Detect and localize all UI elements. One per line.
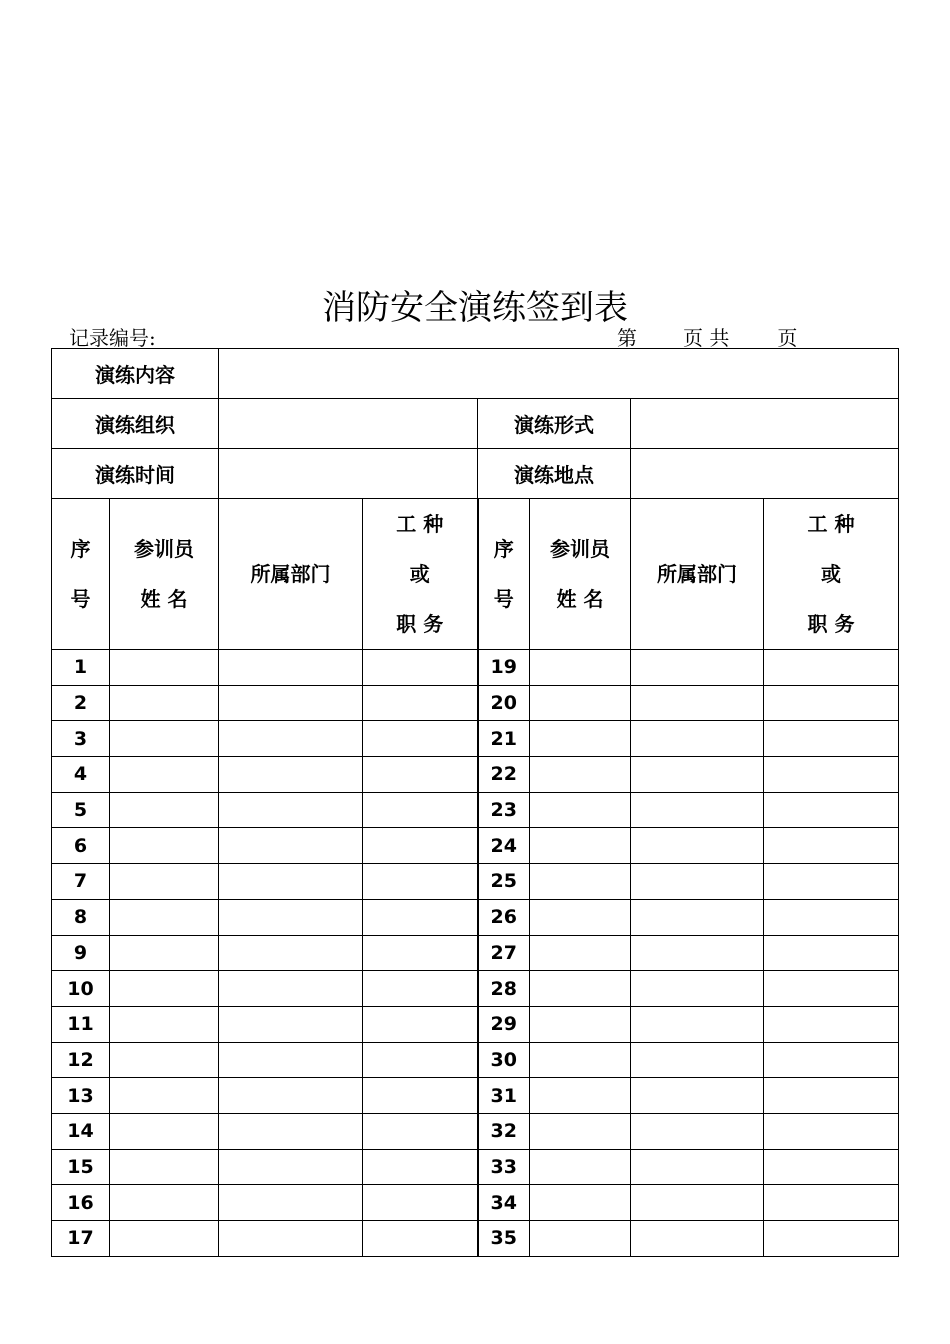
name-cell-left[interactable] — [110, 721, 219, 757]
name-cell-left[interactable] — [110, 828, 219, 864]
seq-cell-left: 2 — [52, 685, 110, 721]
name-header-right-line2: 姓 名 — [556, 587, 604, 611]
name-cell-left[interactable] — [110, 1078, 219, 1114]
job-cell-right[interactable] — [764, 935, 899, 971]
name-cell-left[interactable] — [110, 1185, 219, 1221]
dept-cell-right[interactable] — [631, 1042, 764, 1078]
seq-cell-right: 30 — [478, 1042, 530, 1078]
seq-cell-left: 15 — [52, 1149, 110, 1185]
job-cell-left[interactable] — [363, 1185, 478, 1221]
dept-cell-right[interactable] — [631, 935, 764, 971]
dept-cell-left[interactable] — [219, 721, 363, 757]
seq-cell-left: 16 — [52, 1185, 110, 1221]
seq-cell-left: 13 — [52, 1078, 110, 1114]
dept-cell-left[interactable] — [219, 1221, 363, 1257]
dept-cell-left[interactable] — [219, 1185, 363, 1221]
drill-time-field[interactable] — [219, 449, 478, 499]
seq-header-right — [478, 499, 530, 650]
seq-cell-right: 19 — [478, 650, 530, 686]
name-cell-left[interactable] — [110, 757, 219, 793]
table-row — [52, 1078, 899, 1114]
dept-cell-right[interactable] — [631, 757, 764, 793]
name-cell-right[interactable] — [530, 828, 631, 864]
job-cell-left[interactable] — [363, 1006, 478, 1042]
job-cell-left[interactable] — [363, 899, 478, 935]
name-cell-left[interactable] — [110, 650, 219, 686]
job-header-right-line2: 或 — [821, 562, 842, 586]
name-cell-right[interactable] — [530, 1149, 631, 1185]
seq-header — [52, 499, 110, 650]
name-cell-left[interactable] — [110, 864, 219, 900]
column-header-row — [52, 499, 899, 650]
name-cell-left[interactable] — [110, 1221, 219, 1257]
dept-cell-right[interactable] — [631, 899, 764, 935]
dept-cell-left[interactable] — [219, 1078, 363, 1114]
job-cell-left[interactable] — [363, 971, 478, 1007]
seq-cell-right: 23 — [478, 792, 530, 828]
page-number-info — [617, 322, 797, 351]
name-header-line2: 姓 名 — [140, 587, 188, 611]
seq-cell-right: 28 — [478, 971, 530, 1007]
dept-cell-left[interactable] — [219, 1149, 363, 1185]
table-row — [52, 1185, 899, 1221]
name-cell-right[interactable] — [530, 935, 631, 971]
drill-content-field[interactable] — [219, 349, 899, 399]
name-cell-right[interactable] — [530, 1221, 631, 1257]
name-cell-left[interactable] — [110, 792, 219, 828]
seq-cell-left: 5 — [52, 792, 110, 828]
job-cell-right[interactable] — [764, 650, 899, 686]
dept-cell-left[interactable] — [219, 1006, 363, 1042]
name-cell-right[interactable] — [530, 1006, 631, 1042]
dept-cell-left[interactable] — [219, 757, 363, 793]
table-row — [52, 757, 899, 793]
dept-cell-right[interactable] — [631, 721, 764, 757]
seq-cell-right: 22 — [478, 757, 530, 793]
name-cell-left[interactable] — [110, 899, 219, 935]
drill-time-label: 演练时间 — [52, 449, 219, 499]
dept-cell-right[interactable] — [631, 1221, 764, 1257]
dept-cell-right[interactable] — [631, 1113, 764, 1149]
seq-cell-left: 11 — [52, 1006, 110, 1042]
name-cell-right[interactable] — [530, 1185, 631, 1221]
page-ye: 页 — [777, 326, 798, 350]
job-cell-right[interactable] — [764, 721, 899, 757]
dept-cell-left[interactable] — [219, 685, 363, 721]
table-row — [52, 971, 899, 1007]
seq-cell-left: 9 — [52, 935, 110, 971]
dept-cell-left[interactable] — [219, 650, 363, 686]
seq-cell-right: 29 — [478, 1006, 530, 1042]
job-cell-left[interactable] — [363, 757, 478, 793]
drill-content-label: 演练内容 — [52, 349, 219, 399]
name-cell-right[interactable] — [530, 971, 631, 1007]
seq-cell-right: 20 — [478, 685, 530, 721]
table-row — [52, 935, 899, 971]
seq-cell-left: 3 — [52, 721, 110, 757]
job-cell-left[interactable] — [363, 792, 478, 828]
name-cell-left[interactable] — [110, 685, 219, 721]
dept-header-right: 所属部门 — [631, 499, 764, 650]
job-cell-right[interactable] — [764, 1006, 899, 1042]
job-cell-right[interactable] — [764, 899, 899, 935]
job-header-line3: 职 务 — [396, 612, 444, 636]
table-row — [52, 1042, 899, 1078]
name-cell-left[interactable] — [110, 971, 219, 1007]
seq-header-right-line2: 号 — [493, 587, 514, 611]
seq-cell-right: 33 — [478, 1149, 530, 1185]
name-cell-right[interactable] — [530, 1078, 631, 1114]
name-cell-right[interactable] — [530, 899, 631, 935]
record-number-label: 记录编号: — [69, 326, 156, 350]
dept-cell-right[interactable] — [631, 685, 764, 721]
job-header-right-line3: 职 务 — [807, 612, 855, 636]
job-cell-left[interactable] — [363, 1113, 478, 1149]
dept-cell-right[interactable] — [631, 1149, 764, 1185]
dept-cell-right[interactable] — [631, 864, 764, 900]
job-cell-right[interactable] — [764, 792, 899, 828]
dept-cell-left[interactable] — [219, 899, 363, 935]
dept-cell-left[interactable] — [219, 864, 363, 900]
job-cell-left[interactable] — [363, 1042, 478, 1078]
table-row — [52, 899, 899, 935]
job-cell-right[interactable] — [764, 757, 899, 793]
job-cell-right[interactable] — [764, 1185, 899, 1221]
dept-cell-right[interactable] — [631, 650, 764, 686]
page-title: 消防安全演练签到表 — [322, 288, 628, 328]
table-row — [52, 792, 899, 828]
seq-cell-left: 17 — [52, 1221, 110, 1257]
name-cell-left[interactable] — [110, 1006, 219, 1042]
table-row — [52, 828, 899, 864]
job-cell-right[interactable] — [764, 828, 899, 864]
dept-cell-left[interactable] — [219, 792, 363, 828]
dept-header: 所属部门 — [219, 499, 363, 650]
table-row — [52, 1149, 899, 1185]
seq-cell-left: 4 — [52, 757, 110, 793]
drill-place-label: 演练地点 — [478, 449, 631, 499]
seq-cell-left: 7 — [52, 864, 110, 900]
job-cell-right[interactable] — [764, 1149, 899, 1185]
seq-header-line1: 序 — [70, 537, 91, 561]
table-row — [52, 1221, 899, 1257]
table-row — [52, 1113, 899, 1149]
dept-cell-left[interactable] — [219, 935, 363, 971]
name-cell-left[interactable] — [110, 1149, 219, 1185]
job-cell-right[interactable] — [764, 1113, 899, 1149]
name-cell-right[interactable] — [530, 1113, 631, 1149]
seq-cell-left: 14 — [52, 1113, 110, 1149]
job-header-right — [764, 499, 899, 650]
sign-in-table — [51, 348, 899, 1257]
seq-header-right-line1: 序 — [493, 537, 514, 561]
table-row — [52, 685, 899, 721]
job-cell-right[interactable] — [764, 1078, 899, 1114]
job-cell-right[interactable] — [764, 971, 899, 1007]
name-cell-right[interactable] — [530, 1042, 631, 1078]
info-row-time — [52, 449, 899, 499]
dept-cell-right[interactable] — [631, 1006, 764, 1042]
drill-org-field[interactable] — [219, 399, 478, 449]
name-cell-right[interactable] — [530, 685, 631, 721]
table-row — [52, 1006, 899, 1042]
table-row — [52, 650, 899, 686]
name-header-right-line1: 参训员 — [550, 537, 610, 561]
table-row — [52, 864, 899, 900]
dept-cell-right[interactable] — [631, 828, 764, 864]
name-cell-left[interactable] — [110, 1113, 219, 1149]
seq-cell-right: 34 — [478, 1185, 530, 1221]
seq-cell-right: 26 — [478, 899, 530, 935]
name-cell-left[interactable] — [110, 1042, 219, 1078]
page-di: 第 — [617, 326, 637, 350]
name-header-right — [530, 499, 631, 650]
seq-cell-left: 10 — [52, 971, 110, 1007]
name-header-line1: 参训员 — [134, 537, 194, 561]
job-header — [363, 499, 478, 650]
dept-cell-left[interactable] — [219, 1042, 363, 1078]
seq-cell-right: 27 — [478, 935, 530, 971]
info-row-org — [52, 399, 899, 449]
job-cell-right[interactable] — [764, 864, 899, 900]
seq-cell-left: 6 — [52, 828, 110, 864]
drill-place-field[interactable] — [631, 449, 899, 499]
name-cell-right[interactable] — [530, 650, 631, 686]
job-cell-left[interactable] — [363, 1149, 478, 1185]
job-cell-left[interactable] — [363, 935, 478, 971]
dept-cell-left[interactable] — [219, 1113, 363, 1149]
table-row — [52, 721, 899, 757]
name-cell-right[interactable] — [530, 757, 631, 793]
drill-form-field[interactable] — [631, 399, 899, 449]
dept-cell-left[interactable] — [219, 971, 363, 1007]
drill-org-label: 演练组织 — [52, 399, 219, 449]
job-cell-right[interactable] — [764, 685, 899, 721]
job-cell-left[interactable] — [363, 1078, 478, 1114]
dept-cell-right[interactable] — [631, 971, 764, 1007]
seq-cell-left: 12 — [52, 1042, 110, 1078]
job-cell-left[interactable] — [363, 721, 478, 757]
seq-cell-left: 8 — [52, 899, 110, 935]
name-cell-right[interactable] — [530, 792, 631, 828]
seq-header-line2: 号 — [70, 587, 91, 611]
name-header — [110, 499, 219, 650]
job-cell-left[interactable] — [363, 650, 478, 686]
job-header-line1: 工 种 — [396, 512, 444, 536]
name-cell-left[interactable] — [110, 935, 219, 971]
name-cell-right[interactable] — [530, 864, 631, 900]
dept-cell-right[interactable] — [631, 1185, 764, 1221]
job-header-line2: 或 — [409, 562, 430, 586]
job-cell-left[interactable] — [363, 685, 478, 721]
job-header-right-line1: 工 种 — [807, 512, 855, 536]
seq-cell-right: 32 — [478, 1113, 530, 1149]
job-cell-left[interactable] — [363, 1221, 478, 1257]
seq-cell-left: 1 — [52, 650, 110, 686]
seq-cell-right: 35 — [478, 1221, 530, 1257]
job-cell-left[interactable] — [363, 828, 478, 864]
drill-form-label: 演练形式 — [478, 399, 631, 449]
page-ye-gong: 页 共 — [683, 326, 730, 350]
job-cell-right[interactable] — [764, 1221, 899, 1257]
dept-cell-right[interactable] — [631, 792, 764, 828]
dept-cell-right[interactable] — [631, 1078, 764, 1114]
seq-cell-right: 24 — [478, 828, 530, 864]
info-row-content — [52, 349, 899, 399]
job-cell-left[interactable] — [363, 864, 478, 900]
job-cell-right[interactable] — [764, 1042, 899, 1078]
seq-cell-right: 25 — [478, 864, 530, 900]
seq-cell-right: 31 — [478, 1078, 530, 1114]
name-cell-right[interactable] — [530, 721, 631, 757]
dept-cell-left[interactable] — [219, 828, 363, 864]
seq-cell-right: 21 — [478, 721, 530, 757]
